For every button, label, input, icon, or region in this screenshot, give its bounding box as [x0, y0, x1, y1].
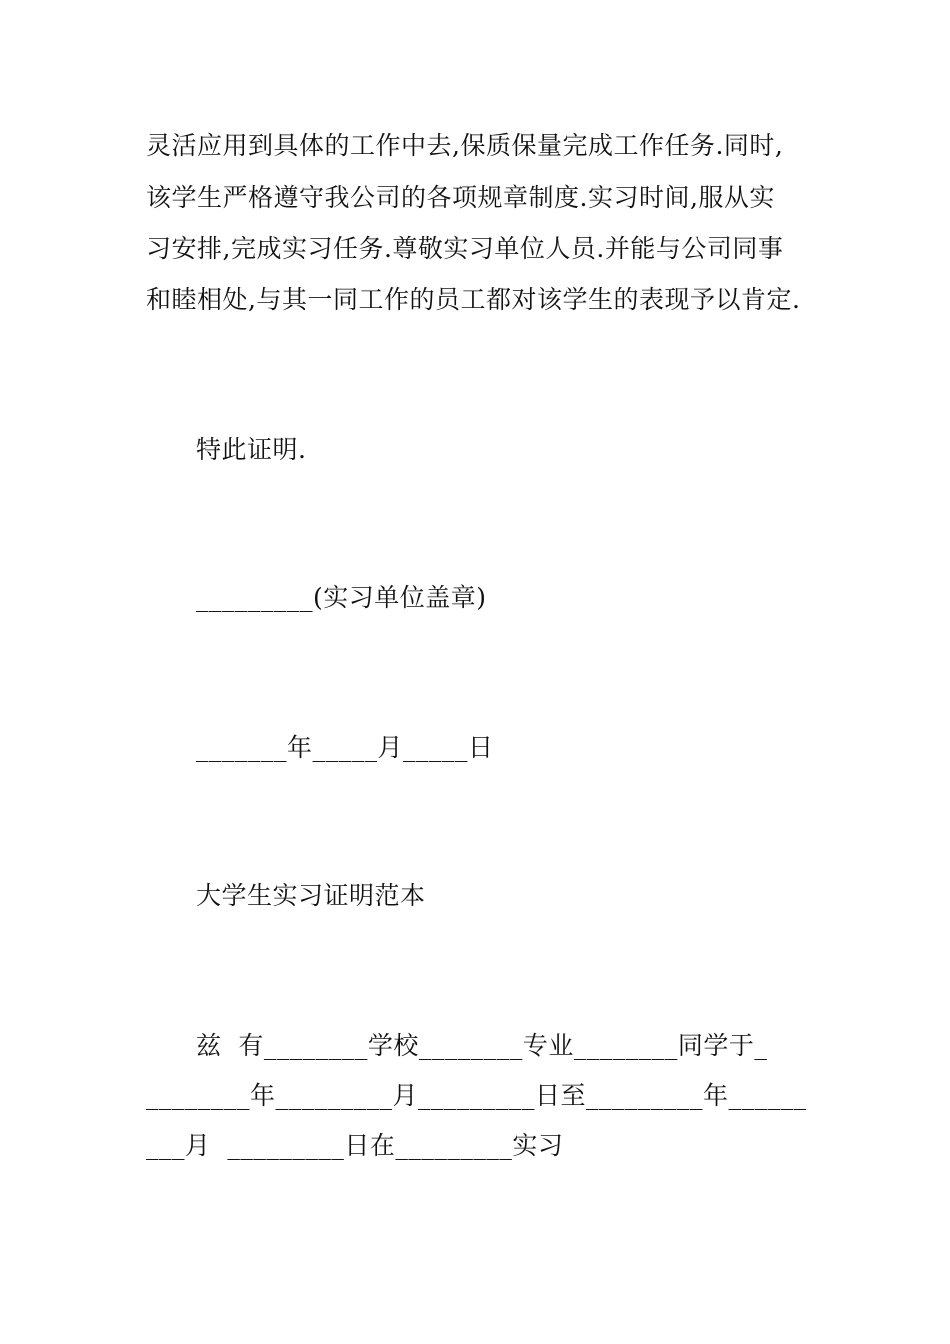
- certify-text: 特此证明.: [196, 435, 307, 464]
- paragraph-line: 灵活应用到具体的工作中去,保质保量完成工作任务.同时,: [146, 131, 784, 160]
- paragraph-line: 该学生严格遵守我公司的各项规章制度.实习时间,服从实: [146, 183, 775, 212]
- seal-line: _________(实习单位盖章): [196, 583, 487, 612]
- paragraph-line: 习安排,完成实习任务.尊敬实习单位人员.并能与公司同事: [146, 234, 784, 263]
- paragraph-line: ________年_________月_________日至_________年______: [146, 1081, 807, 1110]
- paragraph-line: ___月 _________日在_________实习: [146, 1131, 564, 1160]
- date-line: _______年_____月_____日: [196, 733, 494, 762]
- paragraph-line: 和睦相处,与其一同工作的员工都对该学生的表现予以肯定.: [146, 285, 801, 314]
- section-title: 大学生实习证明范本: [196, 881, 426, 910]
- paragraph-line: 兹 有________学校________专业________同学于_: [196, 1031, 768, 1060]
